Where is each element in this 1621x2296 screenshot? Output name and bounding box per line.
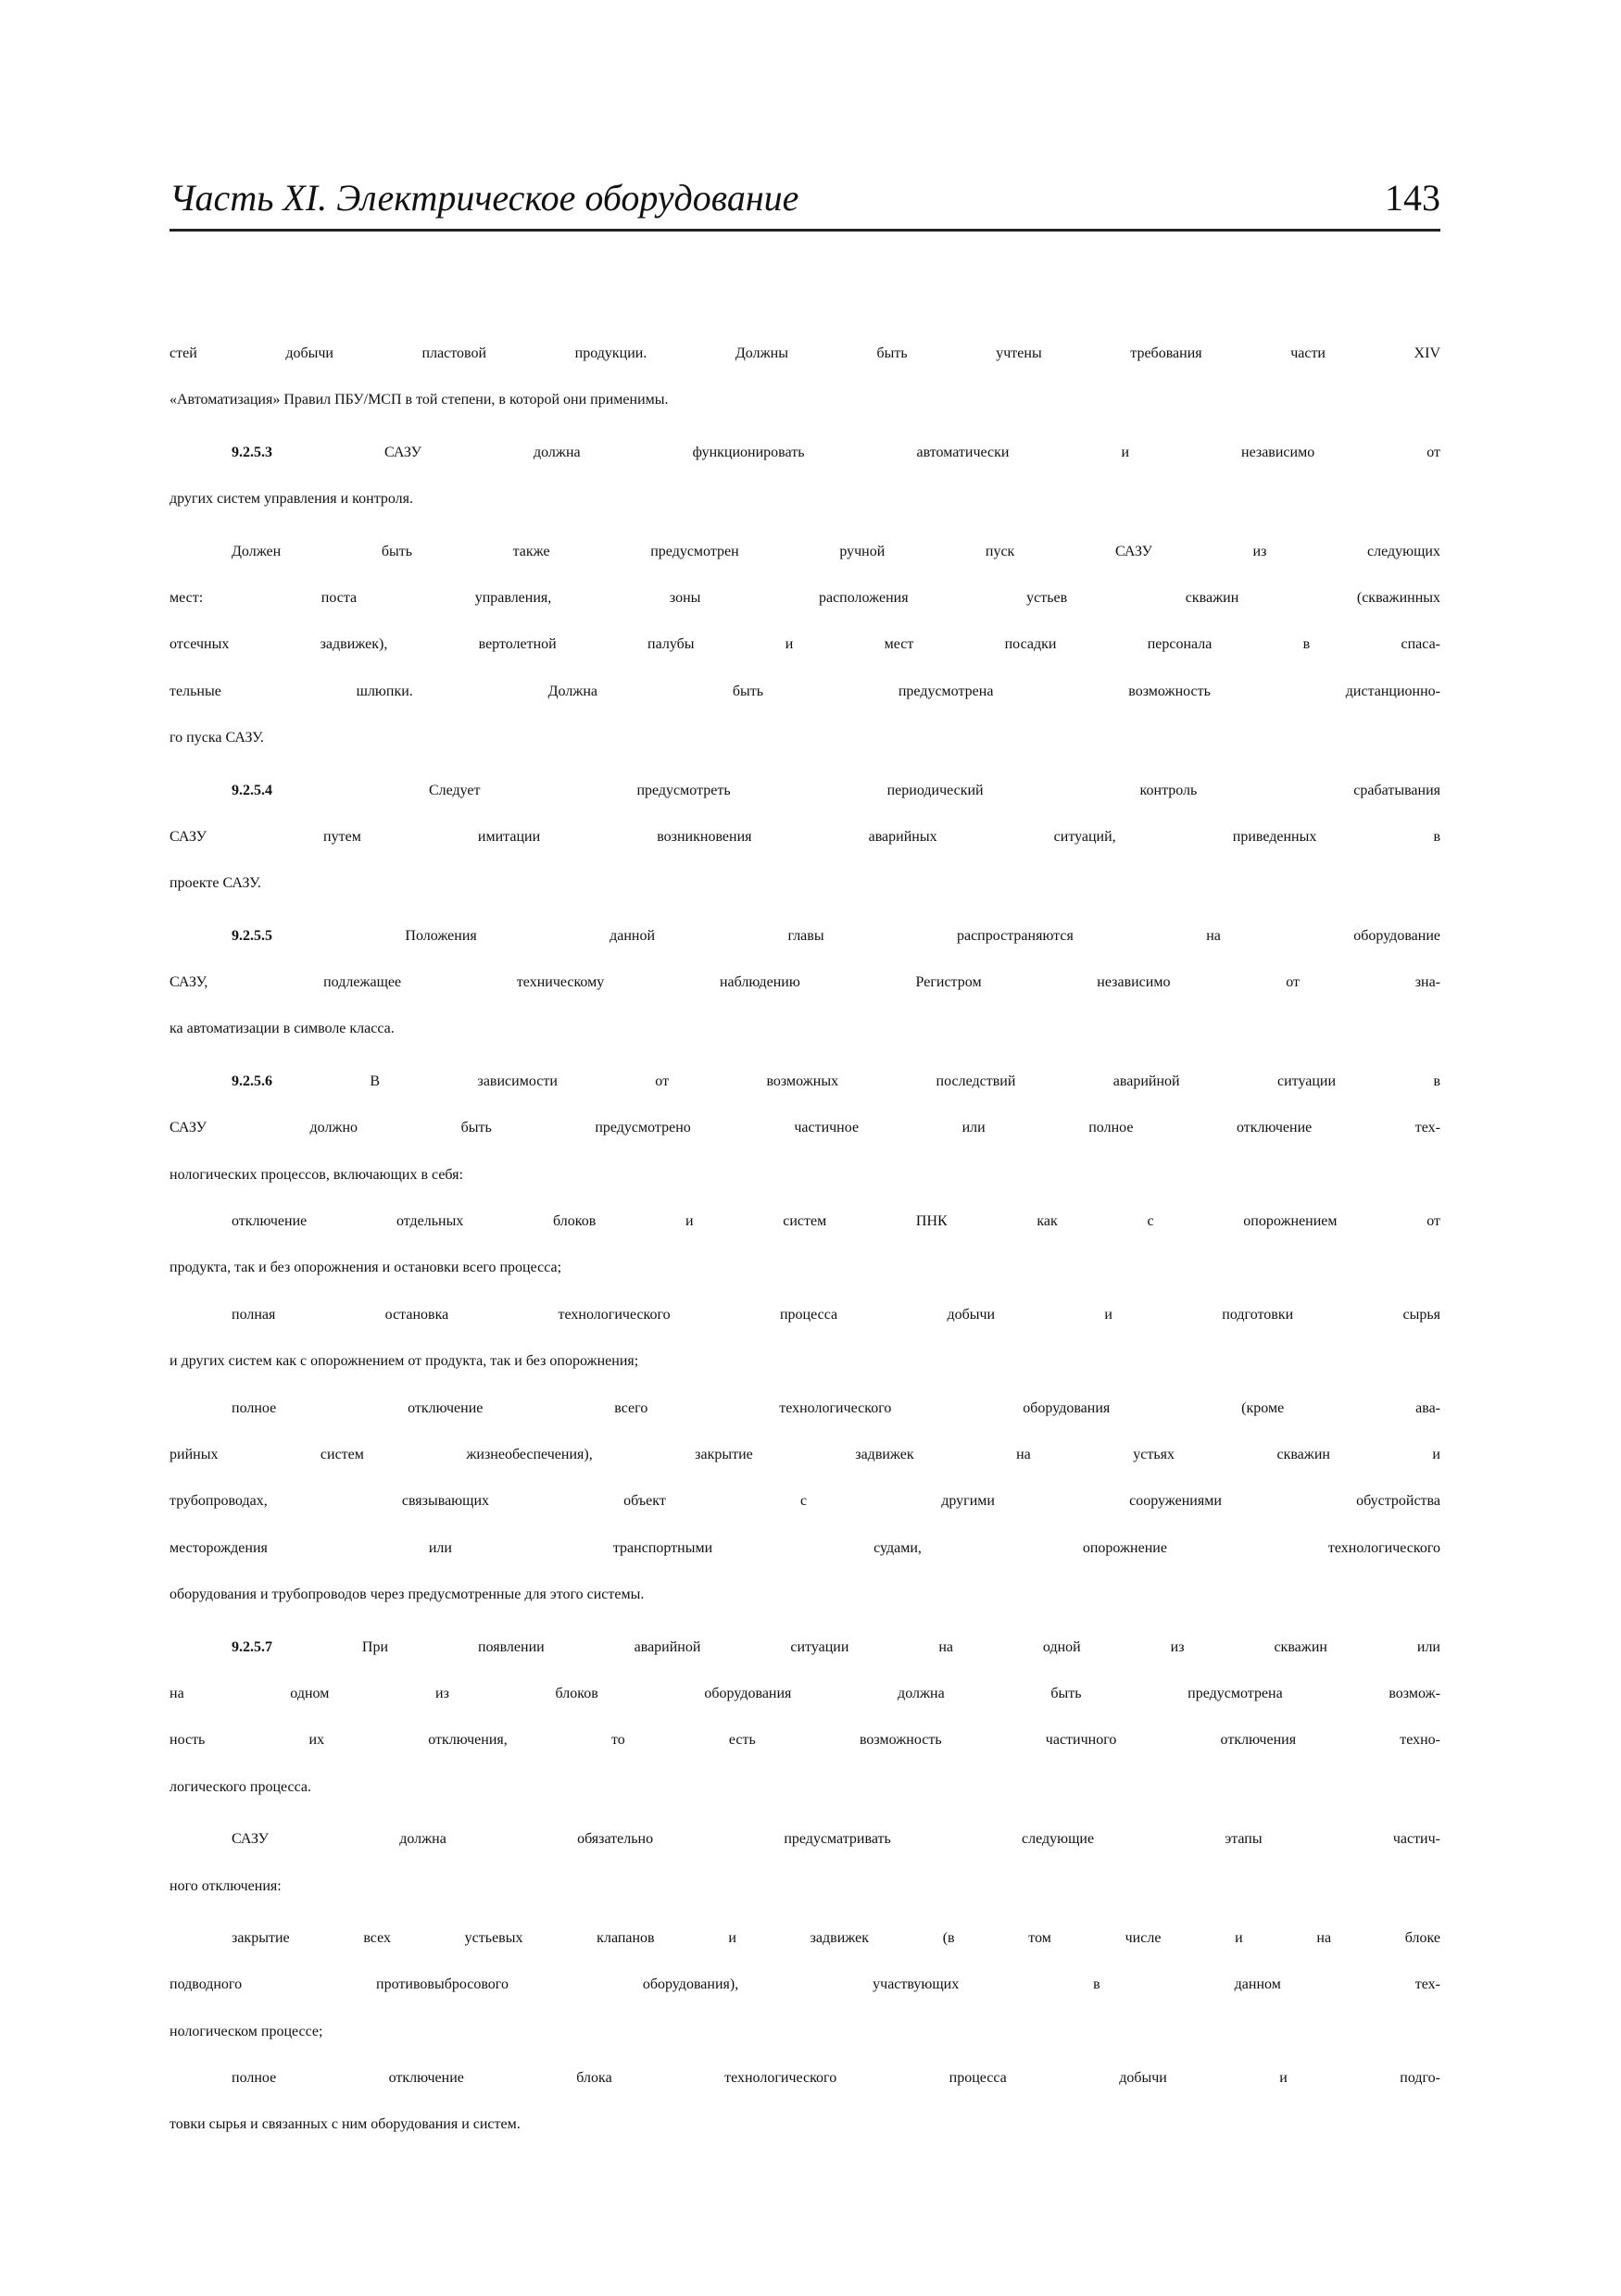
line-text: отсечных задвижек), вертолетной палубы и мест посадки персонала в спаса- xyxy=(170,636,1440,653)
text-line xyxy=(170,1386,1440,1432)
text-line xyxy=(170,1198,1440,1245)
text-line xyxy=(170,960,1440,1006)
paragraph xyxy=(170,1915,1440,2055)
paragraph xyxy=(170,2055,1440,2149)
clause-number: 9.2.5.3 xyxy=(232,444,272,460)
text-line xyxy=(170,1059,1440,1105)
text-line xyxy=(170,430,1440,476)
line-text: ность их отключения, то есть возможность частичного отключения техно- xyxy=(170,1732,1440,1749)
line-text: месторождения или транспортными судами, опорожнение технологического xyxy=(170,1539,1440,1556)
text-line xyxy=(170,1478,1440,1524)
text-line xyxy=(170,1006,1440,1052)
line-text: других систем управления и контроля. xyxy=(170,491,414,508)
line-text: закрытие всех устьевых клапанов и задвижек (в том числе и на блоке xyxy=(232,1929,1440,1946)
line-text: ного отключения: xyxy=(170,1877,282,1894)
text-line xyxy=(170,1432,1440,1478)
paragraph xyxy=(170,1059,1440,1198)
text-line xyxy=(170,860,1440,907)
line-text: го пуска САЗУ. xyxy=(170,730,264,747)
text-line xyxy=(170,621,1440,668)
text-line xyxy=(170,2009,1440,2055)
text-line xyxy=(170,669,1440,715)
line-text: Должен быть также предусмотрен ручной пуск САЗУ из следующих xyxy=(232,543,1440,559)
clause-number: 9.2.5.6 xyxy=(232,1073,272,1089)
line-text: проекте САЗУ. xyxy=(170,875,261,892)
line-text: на одном из блоков оборудования должна быть предусмотрена возмож- xyxy=(170,1685,1440,1701)
line-text: нологических процессов, включающих в себя: xyxy=(170,1166,463,1183)
clause-number: 9.2.5.7 xyxy=(232,1638,272,1655)
line-text: тельные шлюпки. Должна быть предусмотрена возможность дистанционно- xyxy=(170,683,1440,699)
clause-number: 9.2.5.5 xyxy=(232,927,272,944)
header-title: Часть XI. Электрическое оборудование xyxy=(170,177,799,219)
paragraph xyxy=(170,1292,1440,1386)
line-text: полная остановка технологического процесса добычи и подготовки сырья xyxy=(232,1306,1440,1323)
line-text: отключение отдельных блоков и систем ПНК как с опорожнением от xyxy=(232,1213,1440,1230)
paragraph xyxy=(170,529,1440,762)
line-text: и других систем как с опорожнением от продукта, так и без опорожнения; xyxy=(170,1353,639,1370)
line-text: стей добычи пластовой продукции. Должны быть учтены требования части XIV xyxy=(170,345,1440,361)
line-text: ка автоматизации в символе класса. xyxy=(170,1021,395,1037)
text-line xyxy=(170,1245,1440,1291)
text-line xyxy=(170,1338,1440,1385)
paragraph xyxy=(170,768,1440,908)
line-text: полное отключение блока технологического процесса добычи и подго- xyxy=(232,2070,1440,2087)
text-line xyxy=(170,575,1440,621)
line-text: САЗУ должна функционировать автоматически и независимо от xyxy=(272,444,1440,460)
line-text: САЗУ должно быть предусмотрено частичное или полное отключение тех- xyxy=(170,1120,1440,1136)
line-text: продукта, так и без опорожнения и остановки всего процесса; xyxy=(170,1260,562,1276)
paragraph xyxy=(170,430,1440,523)
line-text: нологическом процессе; xyxy=(170,2023,323,2039)
paragraph xyxy=(170,913,1440,1053)
text-line xyxy=(170,1717,1440,1763)
text-line xyxy=(170,331,1440,377)
line-text: «Автоматизация» Правил ПБУ/МСП в той степени, в которой они применимы. xyxy=(170,392,669,408)
text-line xyxy=(170,529,1440,575)
line-text: логического процесса. xyxy=(170,1778,312,1795)
paragraph xyxy=(170,1198,1440,1292)
line-text: При появлении аварийной ситуации на одной из скважин или xyxy=(272,1638,1440,1655)
text-line xyxy=(170,1863,1440,1910)
line-text: рийных систем жизнеобеспечения), закрытие задвижек на устьях скважин и xyxy=(170,1446,1440,1462)
text-line xyxy=(170,1152,1440,1198)
line-text: трубопроводах, связывающих объект с другими сооружениями обустройства xyxy=(170,1493,1440,1510)
line-text: полное отключение всего технологического оборудования (кроме ава- xyxy=(232,1399,1440,1416)
running-header xyxy=(170,172,1440,232)
paragraph xyxy=(170,1816,1440,1910)
page-number: 143 xyxy=(1385,177,1440,219)
line-text: подводного противовыбросового оборудования), участвующих в данном тех- xyxy=(170,1976,1440,1993)
line-text: Положения данной главы распространяются на оборудование xyxy=(272,927,1440,944)
text-line xyxy=(170,1105,1440,1151)
line-text: САЗУ должна обязательно предусматривать следующие этапы частич- xyxy=(232,1831,1440,1848)
line-text: Следует предусмотреть периодический контроль срабатывания xyxy=(272,782,1440,798)
text-line xyxy=(170,2102,1440,2148)
line-text: САЗУ путем имитации возникновения аварийных ситуаций, приведенных в xyxy=(170,828,1440,845)
text-line xyxy=(170,1915,1440,1962)
text-line xyxy=(170,1572,1440,1618)
clause-number: 9.2.5.4 xyxy=(232,782,272,798)
text-line xyxy=(170,1764,1440,1811)
text-line xyxy=(170,1525,1440,1572)
line-text: оборудования и трубопроводов через предусмотренные для этого системы. xyxy=(170,1587,645,1603)
text-line xyxy=(170,476,1440,522)
paragraph xyxy=(170,331,1440,424)
text-line xyxy=(170,913,1440,960)
body-text xyxy=(170,331,1440,2149)
line-text: САЗУ, подлежащее техническому наблюдению Регистром независимо от зна- xyxy=(170,974,1440,991)
text-line xyxy=(170,1625,1440,1671)
line-text: товки сырья и связанных с ним оборудования и систем. xyxy=(170,2116,521,2133)
line-text: мест: поста управления, зоны расположения устьев скважин (скважинных xyxy=(170,589,1440,606)
text-line xyxy=(170,814,1440,860)
text-line xyxy=(170,1962,1440,2008)
text-line xyxy=(170,768,1440,814)
paragraph xyxy=(170,1625,1440,1812)
text-line xyxy=(170,1292,1440,1338)
paragraph xyxy=(170,1386,1440,1619)
text-line xyxy=(170,1816,1440,1863)
text-line xyxy=(170,1671,1440,1717)
text-line xyxy=(170,715,1440,761)
text-line xyxy=(170,2055,1440,2102)
line-text: В зависимости от возможных последствий аварийной ситуации в xyxy=(272,1073,1440,1089)
text-line xyxy=(170,377,1440,423)
